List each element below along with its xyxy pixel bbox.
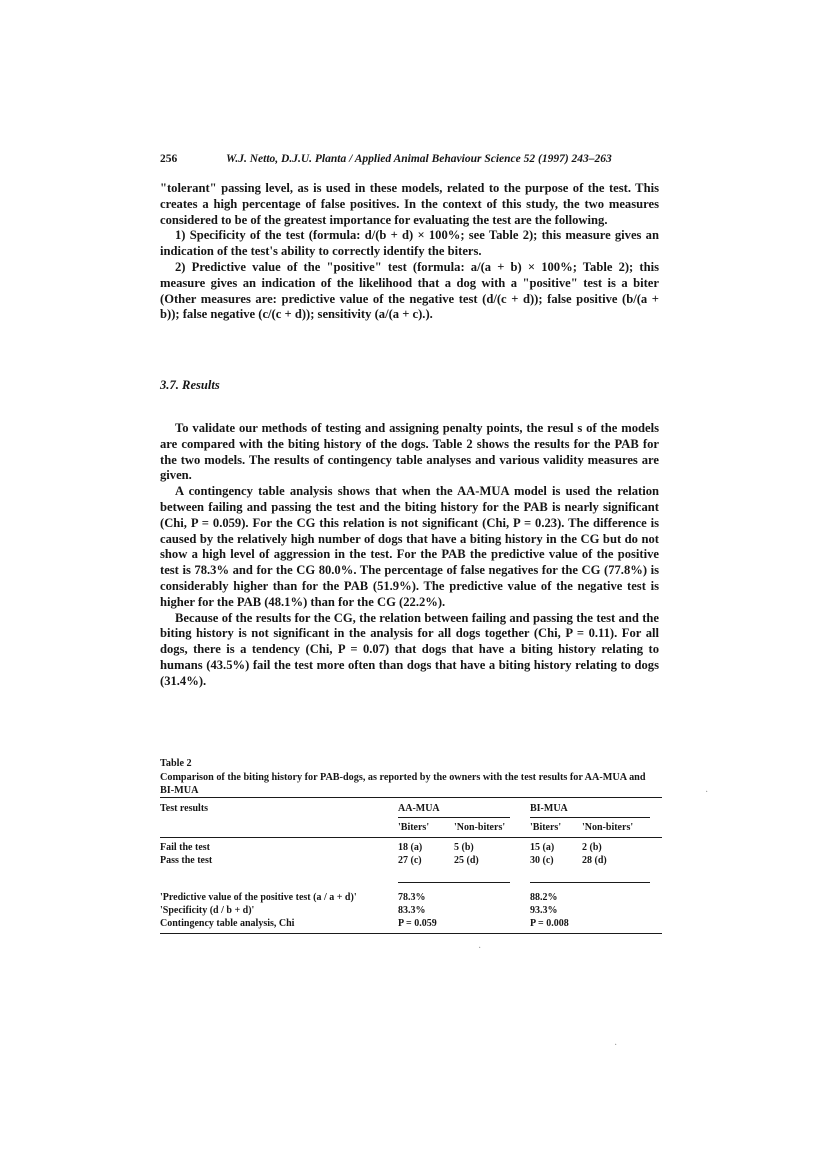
- table-cell: 27 (c): [398, 855, 422, 866]
- paragraph: 1) Specificity of the test (formula: d/(b + d) × 100%; see Table 2); this measure gives an indication of the test's ability to correctly identify the biters.: [160, 228, 659, 259]
- paragraph: A contingency table analysis shows that when the AA-MUA model is used the relation between failing and passing the test and the biting history for the PAB is nearly significant (Chi, P = 0.059). For the CG this relation is not significant (Chi, P = 0.23). The difference is caused by the relatively high number of dogs that have a biting history in the CG but do not show a high level of aggression in the test. For the PAB the predictive value of the positive test is 78.3% and for the CG 80.0%. The percentage of false negatives for the CG (77.8%) is considerably higher than for the PAB (51.9%). The predictive value of the negative test is higher for the PAB (48.1%) than for the CG (22.2%).: [160, 484, 659, 609]
- group-rule-aa: [398, 817, 510, 818]
- measure-value-aa: 83.3%: [398, 905, 426, 916]
- row-label: Pass the test: [160, 855, 213, 866]
- table-cell: 28 (d): [582, 855, 607, 866]
- results-table: [160, 795, 662, 935]
- table-cell: 2 (b): [582, 842, 602, 853]
- methods-text: [160, 181, 659, 323]
- paragraph: "tolerant" passing level, as is used in these models, related to the purpose of the test. This creates a high percentage of false positives. In the context of this study, the two measures considered to be of the greatest importance for evaluating the test are the following.: [160, 181, 659, 227]
- table-top-rule: [160, 797, 662, 798]
- measure-value-aa: P = 0.059: [398, 918, 437, 929]
- measure-value-aa: 78.3%: [398, 892, 426, 903]
- measure-value-bi: 88.2%: [530, 892, 558, 903]
- measure-label: 'Predictive value of the positive test (a / a + d)': [160, 892, 357, 903]
- scan-speck: ·: [614, 1040, 618, 1051]
- subheader-biters-aa: 'Biters': [398, 822, 430, 833]
- table-header-rule: [160, 837, 662, 838]
- table-cell: 5 (b): [454, 842, 474, 853]
- section-heading: 3.7. Results: [160, 378, 220, 392]
- paragraph: Because of the results for the CG, the relation between failing and passing the test and the biting history is not significant in the analysis for all dogs together (Chi, P = 0.11). For all dogs, there is a tendency (Chi, P = 0.07) that dogs that have a biting history relating to humans (43.5%) fail the test more often than dogs that have a biting history relating to dogs (31.4%).: [160, 610, 659, 688]
- scan-speck: ·: [705, 787, 709, 798]
- measure-label: 'Specificity (d / b + d)': [160, 905, 255, 916]
- subheader-nonbiters-aa: 'Non-biters': [454, 822, 506, 833]
- paragraph: 2) Predictive value of the "positive" test (formula: a/(a + b) × 100%; Table 2); this measure gives an indication of the likelihood that a dog with a "positive" test is a biter (Other measures are: predictive value of the negative test (d/(c + d)); false positive (b/(a + b)); false negative (c/(c + d)); sensitivity (a/(a + c).).: [160, 259, 659, 322]
- measure-label: Contingency table analysis, Chi: [160, 918, 295, 929]
- measure-rule-aa: [398, 882, 510, 883]
- table-bottom-rule: [160, 933, 662, 934]
- scan-speck: ·: [478, 943, 482, 954]
- row-label: Fail the test: [160, 842, 210, 853]
- table-caption: Comparison of the biting history for PAB-dogs, as reported by the owners with the test results for AA-MUA and BI-MUA: [160, 772, 646, 796]
- measure-value-bi: P = 0.008: [530, 918, 569, 929]
- column-header-test-results: Test results: [160, 803, 209, 814]
- table-cell: 30 (c): [530, 855, 554, 866]
- measure-value-bi: 93.3%: [530, 905, 558, 916]
- measure-rule-bi: [530, 882, 650, 883]
- group-header-bi-mua: BI-MUA: [530, 803, 568, 814]
- table-cell: 15 (a): [530, 842, 555, 853]
- page-number: 256: [160, 153, 178, 165]
- running-header: [160, 153, 680, 165]
- group-rule-bi: [530, 817, 650, 818]
- group-header-aa-mua: AA-MUA: [398, 803, 440, 814]
- table-label: Table 2: [160, 758, 192, 769]
- subheader-nonbiters-bi: 'Non-biters': [582, 822, 634, 833]
- table-cell: 18 (a): [398, 842, 423, 853]
- paragraph: To validate our methods of testing and assigning penalty points, the resul s of the models are compared with the biting history of the dogs. Table 2 shows the results for the PAB for the two models. The results of contingency table analyses and various validity measures are given.: [160, 421, 659, 483]
- results-text: [160, 421, 659, 690]
- subheader-biters-bi: 'Biters': [530, 822, 562, 833]
- table-cell: 25 (d): [454, 855, 479, 866]
- running-head: W.J. Netto, D.J.U. Planta / Applied Animal Behaviour Science 52 (1997) 243–263: [226, 153, 612, 165]
